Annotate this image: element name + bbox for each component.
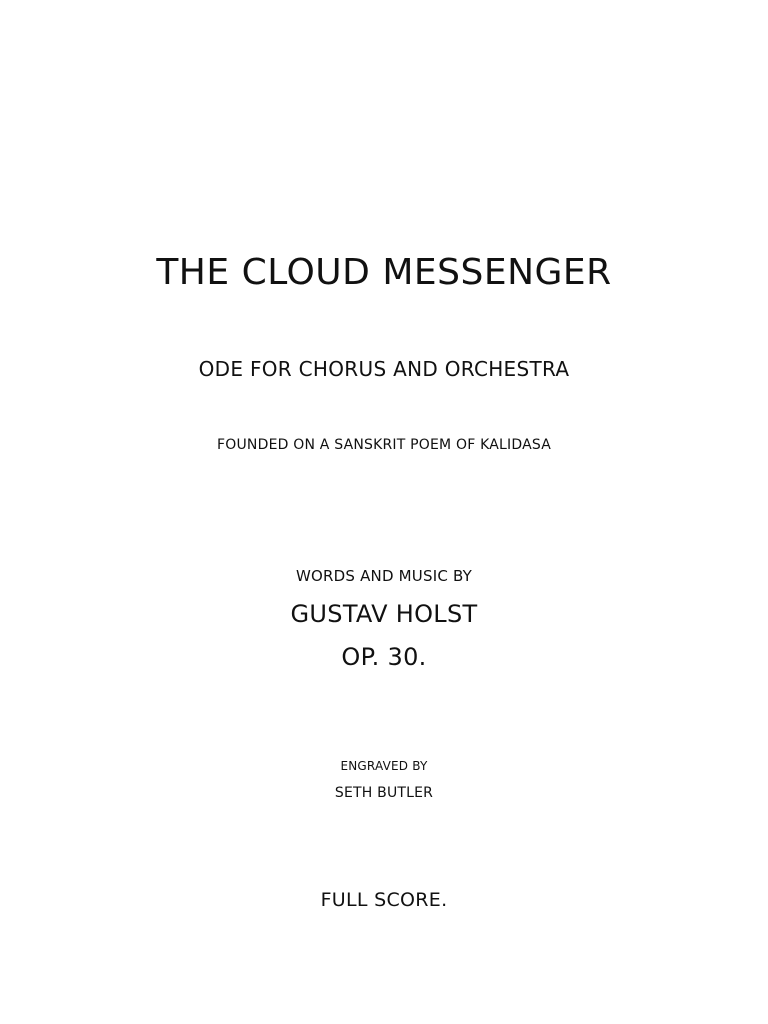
composer-name: GUSTAV HOLST bbox=[290, 600, 478, 628]
engraved-by-label: ENGRAVED BY bbox=[340, 759, 428, 773]
opus-number: OP. 30. bbox=[341, 643, 427, 671]
score-type: FULL SCORE. bbox=[320, 889, 448, 911]
work-subtitle: ODE FOR CHORUS AND ORCHESTRA bbox=[198, 357, 570, 381]
work-title: THE CLOUD MESSENGER bbox=[156, 252, 612, 293]
source-note: FOUNDED ON A SANSKRIT POEM OF KALIDASA bbox=[217, 437, 551, 453]
engraver-name: SETH BUTLER bbox=[334, 785, 434, 801]
credit-label: WORDS AND MUSIC BY bbox=[295, 567, 473, 585]
